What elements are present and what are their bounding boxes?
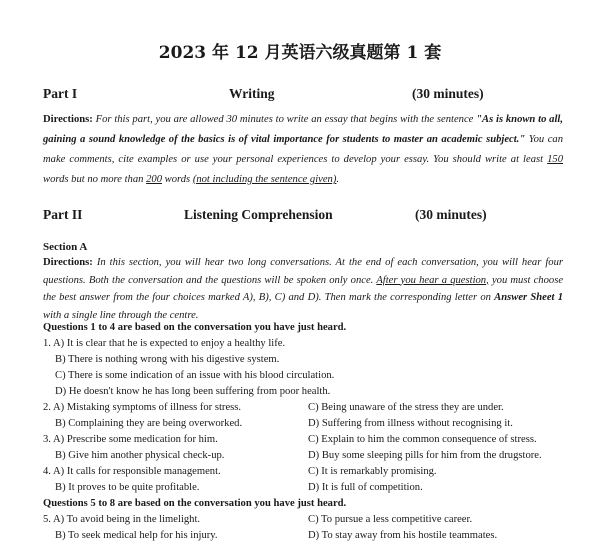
questions-1-4-header: Questions 1 to 4 are based on the conversation you have just heard. — [43, 322, 347, 333]
q1-option-b: B) There is nothing wrong with his digestive system. — [55, 354, 280, 365]
section-a-heading: Section A — [43, 241, 88, 253]
q5-option-b: B) To seek medical help for his injury. — [55, 530, 218, 541]
q3-option-a: 3. A) Prescribe some medication for him. — [43, 434, 218, 445]
q5-option-d: D) To stay away from his hostile teammates. — [308, 530, 498, 541]
q4-option-b: B) It proves to be quite profitable. — [55, 482, 200, 493]
q2-option-c: C) Being unaware of the stress they are under. — [308, 402, 504, 413]
essay-prompt: "As is known to all, gaining a sound knowledge of the basics is of vital importance for students to master an academic subject." — [43, 114, 563, 145]
part1-name: Writing — [229, 86, 275, 101]
q2-option-d: D) Suffering from illness without recognising it. — [308, 418, 513, 429]
part1-directions: Directions: For this part, you are allowed 30 minutes to write an essay that begins with the sentence "As is known to all, gaining a sound knowledge of the basics is of vital importance for students to master an academic subject." You can make comments, cite examples or use your personal experiences to develop your essay. You should write at least 150 words but no more than 200 words (not including the sentence given). — [43, 114, 564, 185]
part1-time: (30 minutes) — [412, 86, 484, 101]
min-words: 150 — [547, 154, 563, 165]
page-title: 2023 年 12 月英语六级真题第 1 套 — [158, 43, 442, 63]
part2-directions-label: Directions: — [43, 257, 93, 268]
questions-5-8-header: Questions 5 to 8 are based on the conversation you have just heard. — [43, 498, 347, 509]
q2-option-b: B) Complaining they are being overworked. — [55, 418, 243, 429]
part2-directions: Directions: In this section, you will hear two long conversations. At the end of each conversation, you will hear four questions. Both the conversation and the questions will be spoken only once. After you hear a question, you must choose the best answer from the four choices marked A), B), C) and D). Then mark the corresponding letter on Answer Sheet 1 with a single line through the centre. — [43, 257, 564, 321]
q3-option-d: D) Buy some sleeping pills for him from the drugstore. — [308, 450, 542, 461]
q5-option-a: 5. A) To avoid being in the limelight. — [43, 514, 201, 525]
word-count-note: (not including the sentence given) — [192, 174, 337, 185]
part2-label: Part II — [43, 207, 83, 222]
part2-time: (30 minutes) — [415, 207, 487, 222]
part2-name: Listening Comprehension — [184, 207, 333, 222]
q3-option-c: C) Explain to him the common consequence of stress. — [308, 434, 537, 445]
part1-label: Part I — [43, 86, 78, 101]
answer-sheet-ref: Answer Sheet 1 — [494, 292, 564, 303]
q2-option-a: 2. A) Mistaking symptoms of illness for stress. — [43, 402, 242, 413]
q1-option-c: C) There is some indication of an issue with his blood circulation. — [55, 370, 335, 381]
q3-option-b: B) Give him another physical check-up. — [55, 450, 225, 461]
max-words: 200 — [146, 174, 162, 185]
q5-option-c: C) To pursue a less competitive career. — [308, 514, 473, 525]
q4-option-c: C) It is remarkably promising. — [308, 466, 437, 477]
q1-option-a: 1. A) It is clear that he is expected to enjoy a healthy life. — [43, 338, 286, 349]
part1-directions-label: Directions: — [43, 114, 93, 125]
q4-option-a: 4. A) It calls for responsible management. — [43, 466, 221, 477]
q4-option-d: D) It is full of competition. — [308, 482, 423, 493]
q1-option-d: D) He doesn't know he has long been suffering from poor health. — [55, 386, 331, 397]
